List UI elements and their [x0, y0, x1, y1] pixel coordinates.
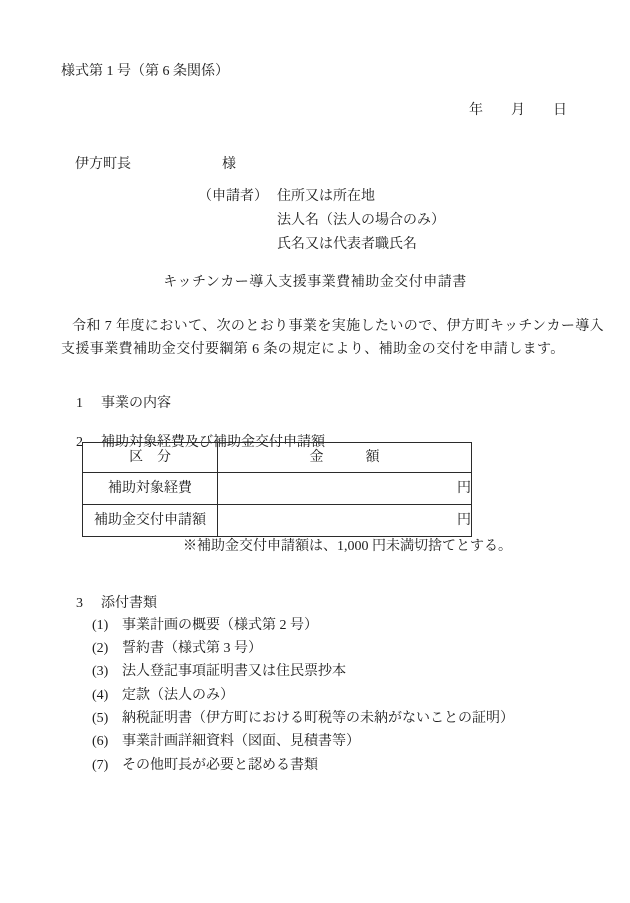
- table-cell-category-expense: 補助対象経費: [83, 473, 218, 505]
- applicant-field-representative-name: 氏名又は代表者職氏名: [277, 237, 417, 252]
- attachment-item-5-text: 納税証明書（伊方町における町税等の未納がないことの証明）: [122, 711, 514, 726]
- date-line: 年 月 日: [469, 103, 567, 118]
- table-note: ※補助金交付申請額は、1,000 円未満切捨てとする。: [183, 539, 512, 554]
- attachment-item-2-text: 誓約書（様式第 3 号）: [122, 641, 262, 656]
- attachment-item-6-text: 事業計画詳細資料（図面、見積書等）: [122, 734, 360, 749]
- section-1-title: 事業の内容: [101, 396, 171, 411]
- attachment-item-3-number: (3): [92, 664, 109, 679]
- table-row: [83, 473, 472, 505]
- attachment-item-7-number: (7): [92, 758, 109, 773]
- table-header-category: 区 分: [83, 443, 218, 473]
- attachment-item-1-text: 事業計画の概要（様式第 2 号）: [122, 618, 318, 633]
- form-number: 様式第 1 号（第 6 条関係）: [61, 64, 229, 79]
- attachment-item-1-number: (1): [92, 618, 109, 633]
- attachment-item-5-number: (5): [92, 711, 109, 726]
- body-paragraph-line-2: 支援事業費補助金交付要綱第 6 条の規定により、補助金の交付を申請します。: [61, 342, 565, 357]
- applicant-field-address: 住所又は所在地: [277, 189, 375, 204]
- attachment-item-6-number: (6): [92, 734, 109, 749]
- addressee-honorific: 様: [222, 157, 236, 172]
- section-1-number: 1: [76, 396, 83, 411]
- table-header-amount: 金 額: [218, 443, 472, 473]
- table-header-row: [83, 443, 472, 473]
- section-3-number: 3: [76, 596, 83, 611]
- table-cell-amount-request: 円: [218, 505, 472, 537]
- attachment-item-4-text: 定款（法人のみ）: [122, 688, 234, 703]
- table-row: [83, 505, 472, 537]
- section-2-title: 補助対象経費及び補助金交付申請額: [101, 435, 325, 450]
- attachment-item-7-text: その他町長が必要と認める書類: [122, 758, 318, 773]
- document-title: キッチンカー導入支援事業費補助金交付申請書: [163, 275, 467, 290]
- attachment-item-3-text: 法人登記事項証明書又は住民票抄本: [122, 664, 346, 679]
- attachment-item-4-number: (4): [92, 688, 109, 703]
- addressee-name: 伊方町長: [75, 157, 131, 172]
- body-paragraph-line-1: 令和 7 年度において、次のとおり事業を実施したいので、伊方町キッチンカー導入: [72, 319, 605, 334]
- amount-table: [82, 442, 472, 537]
- addressee-line: [61, 144, 236, 186]
- section-1-heading: [62, 383, 171, 425]
- section-3-title: 添付書類: [101, 596, 157, 611]
- applicant-label: （申請者）: [198, 189, 268, 204]
- applicant-field-corporate-name: 法人名（法人の場合のみ）: [277, 213, 445, 228]
- attachment-item-2-number: (2): [92, 641, 109, 656]
- table-cell-category-request: 補助金交付申請額: [83, 505, 218, 537]
- attachment-item-7: [78, 745, 318, 787]
- section-2-number: 2: [76, 435, 83, 450]
- table-cell-amount-expense: 円: [218, 473, 472, 505]
